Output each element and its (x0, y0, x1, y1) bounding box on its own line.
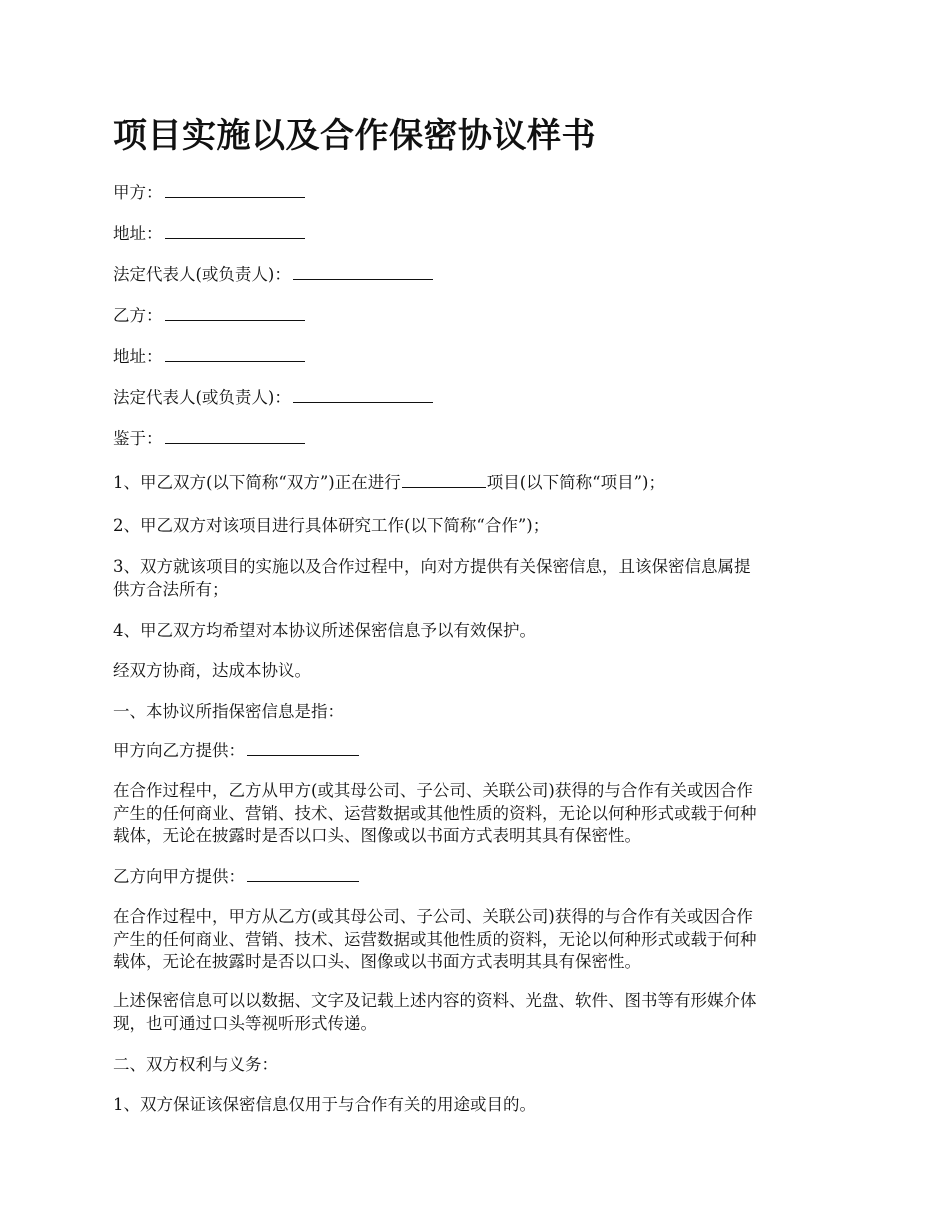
party-b-address-field (113, 346, 305, 368)
party-b-representative-label: 法定代表人(或负责人)： (113, 388, 291, 407)
party-a-label: 甲方： (113, 183, 163, 202)
a-to-b-paragraph (113, 780, 841, 848)
b-to-a-blank[interactable] (247, 867, 359, 882)
recital-1-start: 1、甲乙双方(以下简称“双方”)正在进行 (113, 473, 401, 492)
recital-3 (113, 556, 841, 601)
party-a-address-label: 地址： (113, 224, 163, 243)
section-1-heading: 一、本协议所指保密信息是指： (113, 702, 344, 721)
a-to-b-blank[interactable] (247, 741, 359, 756)
whereas-field (113, 428, 305, 450)
party-a-address-blank[interactable] (165, 224, 305, 239)
a-to-b-line-3: 载体，无论在披露时是否以口头、图像或以书面方式表明其具有保密性。 (113, 826, 641, 845)
recital-4: 4、甲乙双方均希望对本协议所述保密信息予以有效保护。 (113, 621, 536, 640)
recital-3-line-2: 供方合法所有； (113, 579, 229, 599)
party-b-address-blank[interactable] (165, 347, 305, 362)
party-a-field (113, 182, 305, 204)
party-b-address-label: 地址： (113, 347, 163, 366)
a-to-b-line-1: 在合作过程中，乙方从甲方(或其母公司、子公司、关联公司)获得的与合作有关或因合作 (113, 781, 753, 800)
media-line-1: 上述保密信息可以以数据、文字及记载上述内容的资料、光盘、软件、图书等有形媒介体 (113, 991, 757, 1010)
b-to-a-line-1: 在合作过程中，甲方从乙方(或其母公司、子公司、关联公司)获得的与合作有关或因合作 (113, 907, 753, 926)
party-a-representative-field (113, 264, 433, 286)
party-a-address-field (113, 223, 305, 245)
whereas-label: 鉴于： (113, 429, 163, 448)
a-to-b-label: 甲方向乙方提供： (113, 741, 245, 760)
document-title: 项目实施以及合作保密协议样书 (113, 116, 596, 156)
b-to-a-paragraph (113, 906, 841, 974)
b-to-a-label: 乙方向甲方提供： (113, 867, 245, 886)
party-b-blank[interactable] (165, 306, 305, 321)
recital-1-end: 项目(以下简称“项目”)； (486, 473, 665, 492)
party-a-representative-blank[interactable] (293, 265, 433, 280)
obligation-1: 1、双方保证该保密信息仅用于与合作有关的用途或目的。 (113, 1095, 536, 1114)
party-b-field (113, 305, 305, 327)
agreement-statement: 经双方协商，达成本协议。 (113, 661, 311, 680)
whereas-blank[interactable] (165, 429, 305, 444)
party-b-representative-field (113, 387, 433, 409)
b-to-a-field (113, 866, 359, 888)
party-b-label: 乙方： (113, 306, 163, 325)
b-to-a-line-2: 产生的任何商业、营销、技术、运营数据或其他性质的资料，无论以何种形式或载于何种 (113, 929, 757, 949)
recital-3-line-1: 3、双方就该项目的实施以及合作过程中，向对方提供有关保密信息，且该保密信息属提 (113, 557, 751, 576)
recital-1 (113, 472, 665, 494)
party-a-representative-label: 法定代表人(或负责人)： (113, 265, 291, 284)
a-to-b-line-2: 产生的任何商业、营销、技术、运营数据或其他性质的资料，无论以何种形式或载于何种 (113, 803, 757, 823)
party-b-representative-blank[interactable] (293, 388, 433, 403)
a-to-b-field (113, 740, 359, 762)
project-name-blank[interactable] (402, 473, 486, 488)
media-line-2: 现，也可通过口头等视听形式传递。 (113, 1013, 377, 1033)
recital-2: 2、甲乙双方对该项目进行具体研究工作(以下简称“合作”)； (113, 516, 550, 535)
b-to-a-line-3: 载体，无论在披露时是否以口头、图像或以书面方式表明其具有保密性。 (113, 952, 641, 971)
party-a-blank[interactable] (165, 183, 305, 198)
media-paragraph (113, 990, 841, 1035)
section-2-heading: 二、双方权利与义务： (113, 1055, 278, 1074)
